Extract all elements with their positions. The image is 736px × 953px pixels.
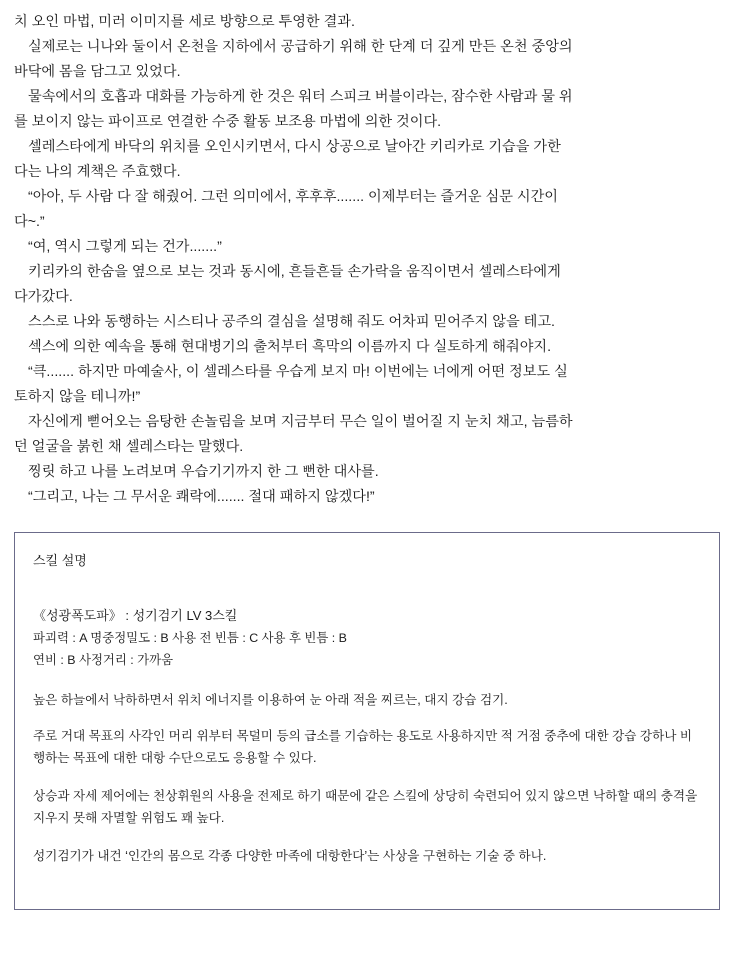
- skill-spacer: [33, 671, 701, 689]
- skill-name-line: 《성광폭도파》 : 성기검기 LV 3스킬: [33, 608, 238, 623]
- narrative-line: 스스로 나와 동행하는 시스티나 공주의 결심을 설명해 줘도 어차피 믿어주지 않을 테고.: [28, 314, 555, 330]
- narrative-line: 자신에게 뻗어오는 음탕한 손놀림을 보며 지금부터 무슨 일이 벌어질 지 눈치 채고, 늠름하: [28, 414, 573, 430]
- skill-box-title: 스킬 설명: [33, 553, 87, 568]
- narrative-line: 다는 나의 계책은 주효했다.: [14, 164, 181, 180]
- narrative-line: “여, 역시 그렇게 되는 건가.......”: [28, 239, 222, 255]
- narrative-line: 찡릿 하고 나를 노려보며 우습기기까지 한 그 뻔한 대사를.: [28, 464, 379, 480]
- skill-paragraph: 주로 거대 목표의 사각인 머리 위부터 목덜미 등의 급소를 기습하는 용도로 사용하지만 적 거점 중추에 대한 강습 강하나 비행하는 목표에 대한 대항 수단으로도 응용할 수 있다.: [33, 729, 693, 765]
- narrative-line: 다~.”: [14, 214, 45, 230]
- skill-paragraph: 성기검기가 내건 ‘인간의 몸으로 각종 다양한 마족에 대항한다’는 사상을 구현하는 기술 중 하나.: [33, 849, 547, 863]
- narrative-line: “아아, 두 사람 다 잘 해줬어. 그런 의미에서, 후후후....... 이제부터는 즐거운 심문 시간이: [28, 189, 559, 205]
- narrative-line: 바닥에 몸을 담그고 있었다.: [14, 64, 181, 80]
- narrative-line: 다가갔다.: [14, 289, 73, 305]
- narrative-line: 토하지 않을 테니까!”: [14, 389, 141, 405]
- narrative-line: “그리고, 나는 그 무서운 쾌락에....... 절대 패하지 않겠다!”: [28, 489, 375, 505]
- narrative-line: 키리카의 한숨을 옆으로 보는 것과 동시에, 흔들흔들 손가락을 움직이면서 셀레스타에게: [28, 264, 561, 280]
- skill-paragraph: 상승과 자세 제어에는 천상휘원의 사용을 전제로 하기 때문에 같은 스킬에 상당히 숙련되어 있지 않으면 낙하할 때의 충격을 지우지 못해 자멸할 위험도 꽤 높다.: [33, 789, 698, 825]
- skill-paragraphs: [33, 689, 701, 867]
- narrative-line: 실제로는 니나와 둘이서 온천을 지하에서 공급하기 위해 한 단계 더 깊게 만든 온천 중앙의: [28, 39, 573, 55]
- narrative-line: 셀레스타에게 바닥의 위치를 오인시키면서, 다시 상공으로 날아간 키리카로 기습을 가한: [28, 139, 561, 155]
- skill-paragraph: 높은 하늘에서 낙하하면서 위치 에너지를 이용하여 눈 아래 적을 찌르는, 대지 강습 검기.: [33, 693, 508, 707]
- skill-stats-line-2: 연비 : B 사정거리 : 가까움: [33, 653, 174, 667]
- narrative-line: 를 보이지 않는 파이프로 연결한 수중 활동 보조용 마법에 의한 것이다.: [14, 114, 442, 130]
- narrative-body: [14, 10, 722, 510]
- narrative-line: 던 얼굴을 붉힌 채 셀레스타는 말했다.: [14, 439, 244, 455]
- skill-description-box: [14, 532, 720, 910]
- narrative-line: 섹스에 의한 예속을 통해 현대병기의 출처부터 흑막의 이름까지 다 실토하게 해줘야지.: [28, 339, 552, 355]
- skill-stats-line-1: 파괴력 : A 명중정밀도 : B 사용 전 빈틈 : C 사용 후 빈틈 : B: [33, 631, 347, 645]
- narrative-line: 물속에서의 호흡과 대화를 가능하게 한 것은 워터 스피크 버블이라는, 잠수한 사람과 물 위: [28, 89, 573, 105]
- narrative-line: “큭....... 하지만 마예술사, 이 셀레스타를 우습게 보지 마! 이번에는 너에게 어떤 정보도 실: [28, 364, 568, 380]
- narrative-line: 치 오인 마법, 미러 이미지를 세로 방향으로 투영한 결과.: [14, 14, 355, 30]
